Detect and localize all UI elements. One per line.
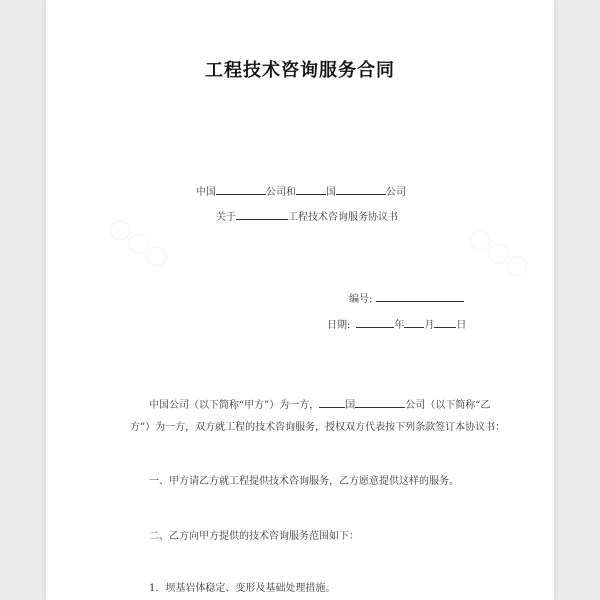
year-label: 年: [394, 320, 405, 331]
blank-field: [216, 183, 266, 195]
number-label: 编号:: [349, 294, 373, 305]
intro-country-prefix: 中国: [196, 187, 216, 198]
paragraph-1-part-b: 国: [345, 400, 356, 411]
blank-field: [355, 396, 405, 408]
number-row: [349, 290, 464, 307]
clause-1: 一、甲方请乙方就工程提供技术咨询服务，乙方愿意提供这样的服务。: [149, 476, 459, 487]
watermark: [105, 213, 174, 271]
blank-field: [296, 183, 326, 195]
clause-2: 二、乙方向甲方提供的技术咨询服务范围如下：: [149, 531, 359, 542]
blank-field: [236, 208, 288, 220]
paragraph-1-line-2: 方”）为一方，双方就工程的技术咨询服务，授权双方代表按下列条款签订本协议书：: [130, 422, 506, 433]
paragraph-1-part-c: 公司（以下简称“乙: [405, 400, 491, 411]
day-field: [434, 316, 456, 328]
intro-about: 关于: [216, 212, 236, 223]
blank-field: [319, 396, 345, 408]
paragraph-1-line-1: [149, 396, 490, 413]
intro-country: 国: [326, 187, 336, 198]
document-title: 工程技术咨询服务合同: [205, 60, 395, 81]
blank-field: [336, 183, 386, 195]
year-field: [356, 316, 394, 328]
document-page: [46, 0, 554, 600]
intro-line-2: [216, 208, 398, 225]
number-field: [376, 290, 464, 302]
date-label: 日期:: [327, 320, 351, 331]
day-label: 日: [456, 320, 467, 331]
intro-company-and: 公司和: [266, 187, 296, 198]
intro-company: 公司: [386, 187, 406, 198]
watermark: [465, 223, 534, 281]
month-field: [404, 316, 424, 328]
month-label: 月: [424, 320, 435, 331]
intro-line-1: [196, 183, 406, 200]
date-row: [327, 316, 466, 333]
paragraph-1-part-a: 中国公司（以下简称“甲方”）为一方，: [149, 400, 320, 411]
item-1: 1．坝基岩体稳定、变形及基础处理措施。: [149, 583, 336, 594]
intro-agreement-name: 工程技术咨询服务协议书: [288, 212, 398, 223]
